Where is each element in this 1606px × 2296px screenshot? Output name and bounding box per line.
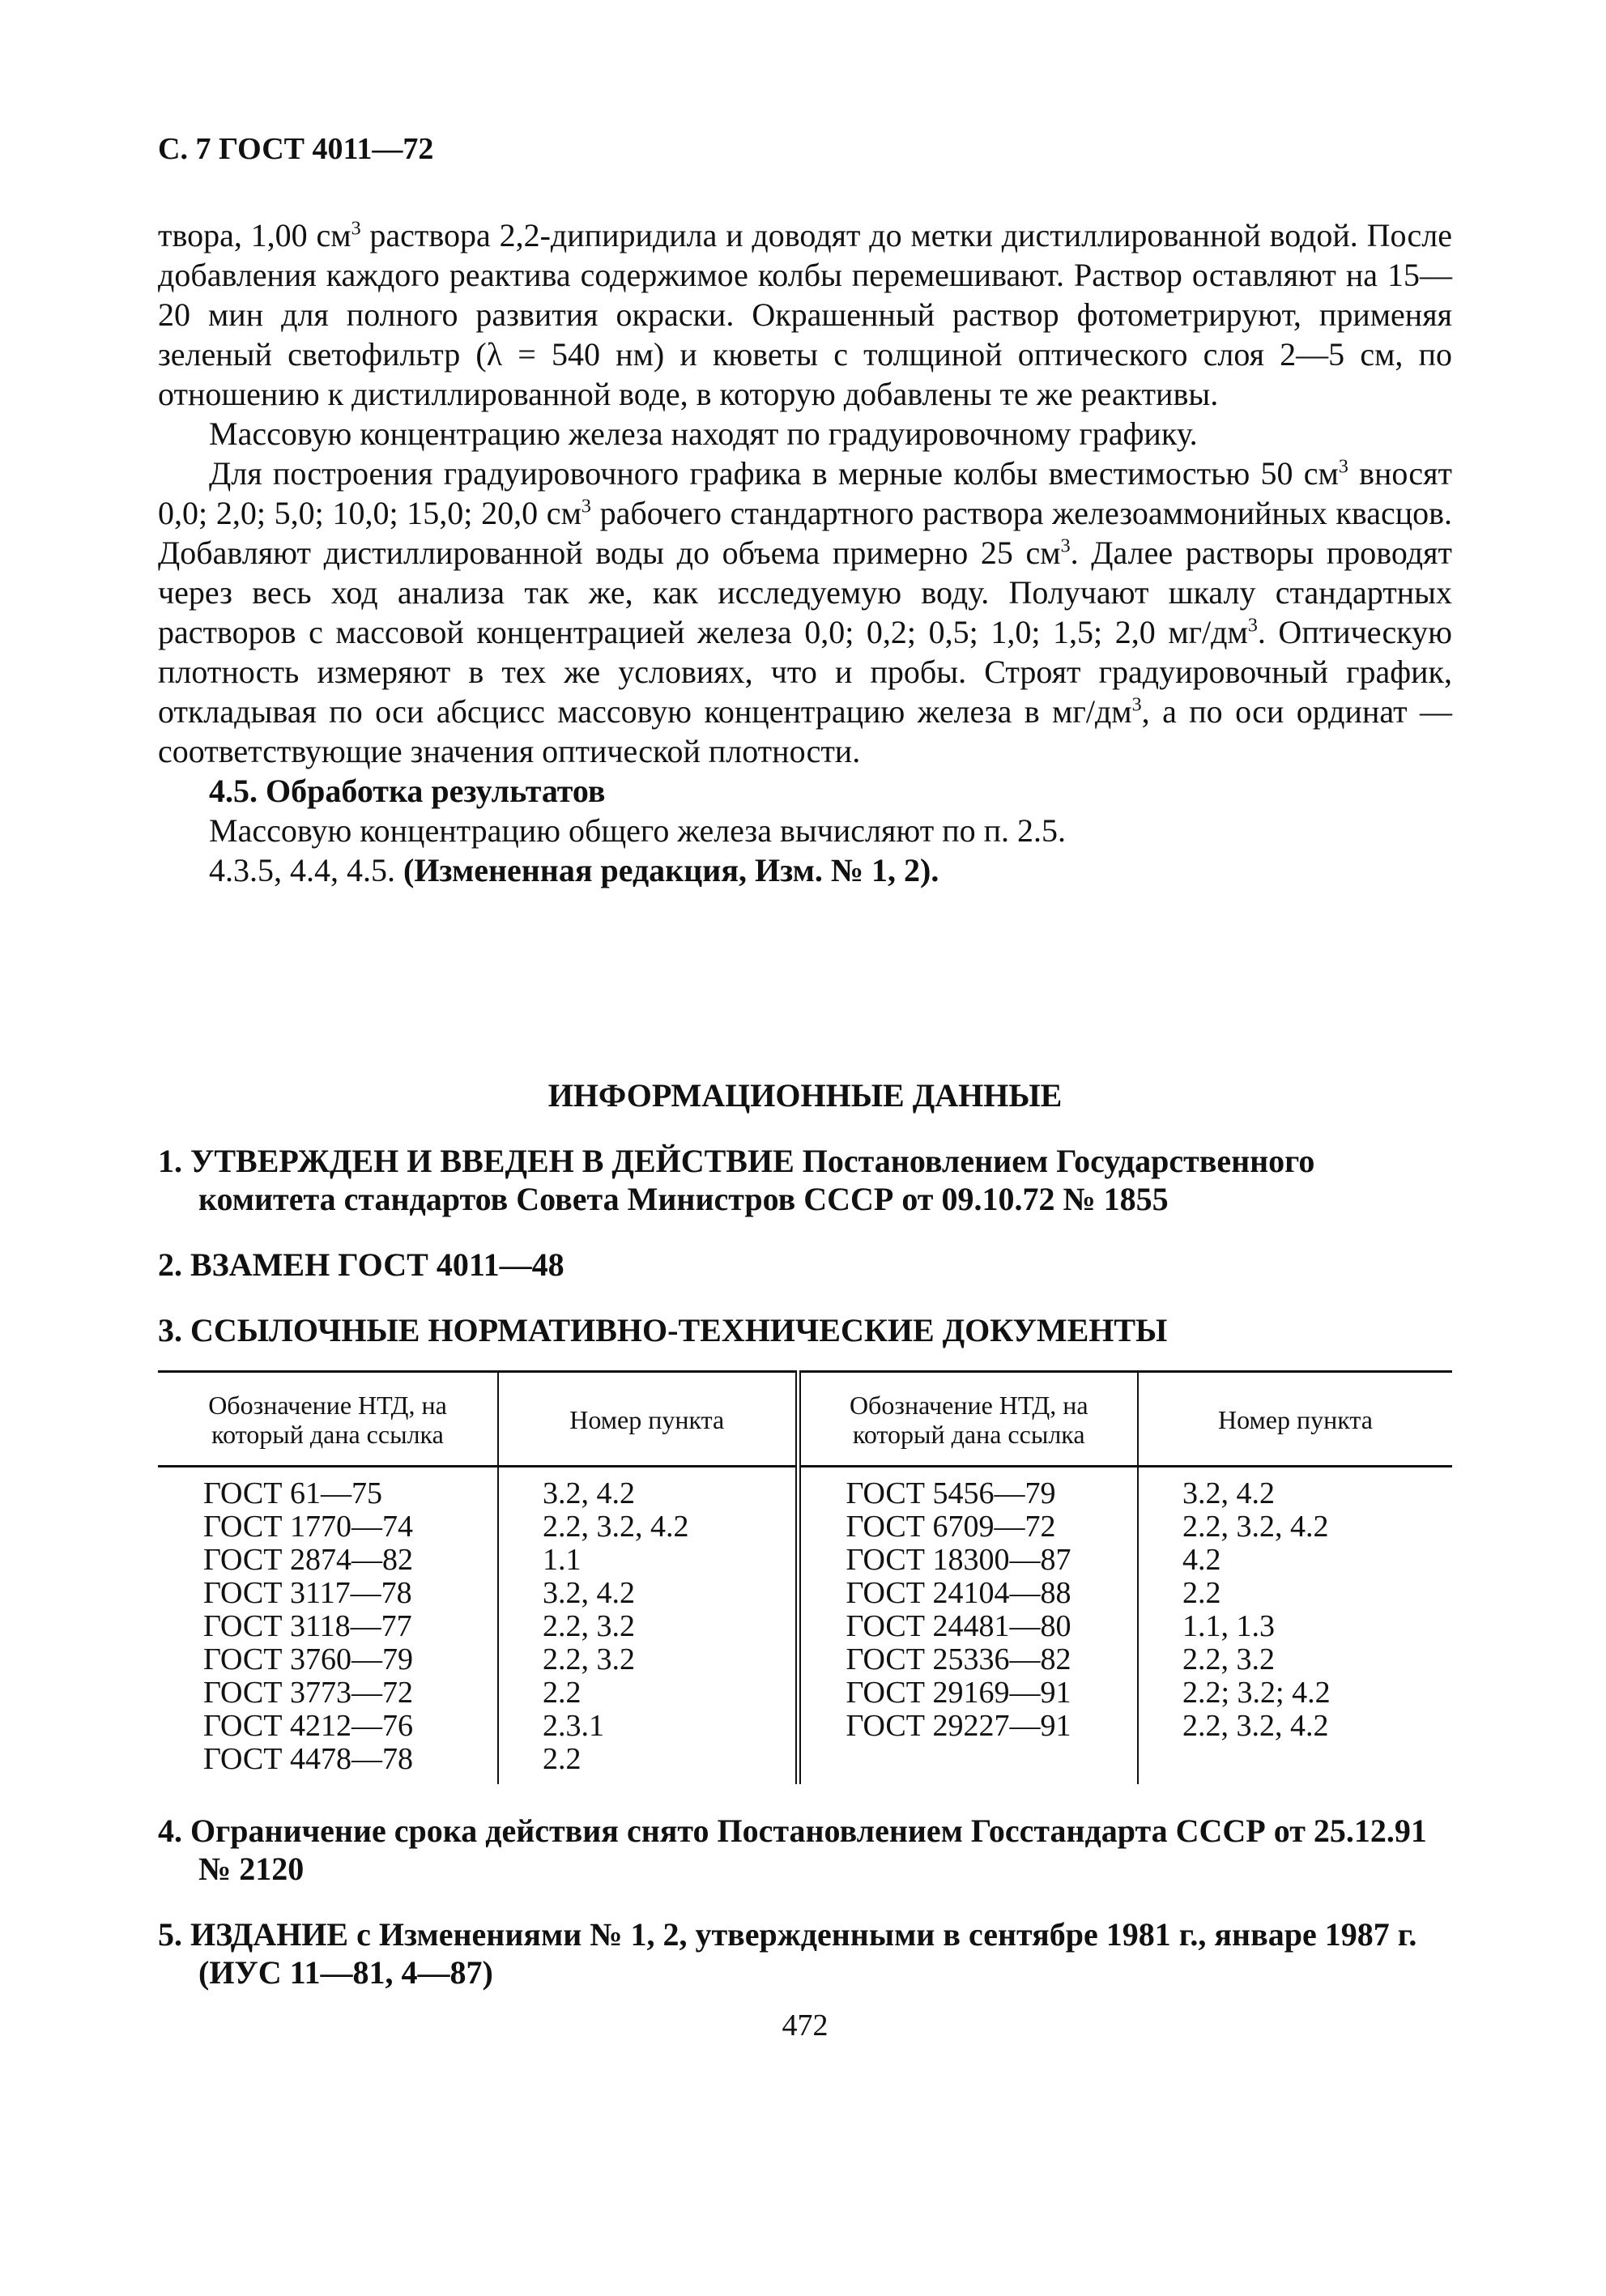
table-cell: ГОСТ 6709—72: [846, 1510, 1056, 1544]
table-cell: 3.2, 4.2: [543, 1576, 635, 1610]
left-points-cell: [498, 1467, 798, 1785]
superscript-3: 3: [1247, 615, 1258, 637]
table-cell: 2.2, 3.2, 4.2: [1182, 1709, 1329, 1743]
superscript-3: 3: [351, 218, 361, 240]
table-cell: 2.2, 3.2: [543, 1642, 635, 1676]
table-cell: ГОСТ 3760—79: [203, 1642, 413, 1676]
header-point-right: Номер пункта: [1138, 1372, 1452, 1467]
table-cell: ГОСТ 4212—76: [203, 1709, 413, 1743]
info-item-3: 3. ССЫЛОЧНЫЕ НОРМАТИВНО-ТЕХНИЧЕСКИЕ ДОКУМЕНТЫ: [158, 1312, 1168, 1348]
left-docs-cell: [158, 1467, 498, 1785]
table-cell: ГОСТ 5456—79: [846, 1476, 1056, 1510]
paragraph-5: [158, 850, 1452, 890]
info-item-5: 5. ИЗДАНИЕ с Изменениями № 1, 2, утвержденными в сентябре 1981 г., январе 1987 г. (ИУС 11—81, 4—87): [158, 1916, 1417, 1991]
table-cell: ГОСТ 24481—80: [846, 1609, 1071, 1643]
table-cell: ГОСТ 1770—74: [203, 1510, 413, 1544]
table-cell: 3.2, 4.2: [1182, 1476, 1275, 1510]
document-page: [158, 113, 1452, 2251]
right-points-cell: [1138, 1467, 1452, 1785]
table-cell: 4.2: [1182, 1543, 1221, 1577]
right-docs-cell: [798, 1467, 1138, 1785]
info-title: ИНФОРМАЦИОННЫЕ ДАННЫЕ: [547, 1077, 1063, 1114]
table-cell: ГОСТ 2874—82: [203, 1543, 413, 1577]
info-item-2: 2. ВЗАМЕН ГОСТ 4011—48: [158, 1246, 564, 1283]
table-cell: 2.2, 3.2, 4.2: [543, 1510, 689, 1544]
table-cell: 2.2, 3.2, 4.2: [1182, 1510, 1329, 1544]
superscript-3: 3: [581, 496, 591, 518]
table-cell: ГОСТ 3117—78: [203, 1576, 412, 1610]
paragraph-3: Для построения градуировочного графика в мерные колбы вместимостью 50 $см^3$ вносят 0,0; 2,0; 5,0; 10,0; 15,0; 20,0 $см^3$ рабочего стандартного раствора железоаммонийных квасцов. Добавляют дистиллированной воды до объема примерно 25 $см^3$. Далее растворы проводят через весь ход анализа так же, как исследуемую воду. Получают шкалу стандартных растворов с массовой концентрацией железа 0,0; 0,2; 0,5; 1,0; 1,5; 2,0 $мг/дм^3$. Оптическую плотность измеряют в тех же условиях, что и пробы. Строят градуировочный график, откладывая по оси абсцисс массовую концентрацию железа в $мг/дм^3$, а по оси ординат — соответствующие значения оптической плотности.: [158, 455, 1453, 769]
table-cell: ГОСТ 4478—78: [203, 1742, 413, 1776]
table-cell: ГОСТ 3773—72: [203, 1676, 413, 1710]
amendment-note: (Измененная редакция, Изм. № 1, 2).: [403, 852, 939, 888]
references-table: [158, 1370, 1452, 1784]
table-body-row: [158, 1467, 1452, 1785]
table-cell: ГОСТ 29227—91: [846, 1709, 1071, 1743]
table-cell: ГОСТ 61—75: [203, 1476, 382, 1510]
paragraph-2: Массовую концентрацию железа находят по градуировочному графику.: [209, 415, 1198, 452]
body-text: [158, 215, 1452, 890]
table-cell: 2.2, 3.2: [1182, 1642, 1275, 1676]
page-number: 472: [782, 2008, 829, 2043]
page-header: С. 7 ГОСТ 4011—72: [158, 132, 434, 166]
header-doc-left: Обозначение НТД, на который дана ссылка: [158, 1372, 498, 1467]
table-cell: 2.2, 3.2: [543, 1609, 635, 1643]
table-cell: ГОСТ 24104—88: [846, 1576, 1071, 1610]
table-cell: 2.2: [543, 1742, 581, 1776]
table-header-row: [158, 1372, 1452, 1467]
header-point-left: Номер пункта: [498, 1372, 798, 1467]
table-cell: ГОСТ 18300—87: [846, 1543, 1071, 1577]
table-cell: 2.2; 3.2; 4.2: [1182, 1676, 1331, 1710]
info-item-4: 4. Ограничение срока действия снято Постановлением Госстандарта СССР от 25.12.91 № 2120: [158, 1813, 1427, 1887]
info-item-1: 1. УТВЕРЖДЕН И ВВЕДЕН В ДЕЙСТВИЕ Постановлением Государственного комитета стандартов Совета Министров СССР от 09.10.72 № 1855: [158, 1143, 1315, 1217]
table-cell: 2.2: [543, 1676, 581, 1710]
header-doc-right: Обозначение НТД, на который дана ссылка: [798, 1372, 1138, 1467]
paragraph-4: Массовую концентрацию общего железа вычисляют по п. 2.5.: [209, 812, 1067, 849]
table-cell: ГОСТ 3118—77: [203, 1609, 412, 1643]
table-cell: ГОСТ 29169—91: [846, 1676, 1071, 1710]
table-cell: 1.1: [543, 1543, 581, 1577]
table-cell: 3.2, 4.2: [543, 1476, 635, 1510]
superscript-3: 3: [1131, 694, 1142, 716]
table-cell: 1.1, 1.3: [1182, 1609, 1275, 1643]
paragraph-1: твора, 1,00 $см^3$ раствора 2,2-дипиридила и доводят до метки дистиллированной водой. После добавления каждого реактива содержимое колбы перемешивают. Раствор оставляют на 15—20 мин для полного развития окраски. Окрашенный раствор фотометрируют, применяя зеленый светофильтр (λ = 540 нм) и кюветы с толщиной оптического слоя 2—5 см, по отношению к дистиллированной воде, в которую добавлены те же реактивы.: [158, 217, 1452, 412]
table-cell: 2.3.1: [543, 1709, 604, 1743]
section-heading: 4.5. Обработка результатов: [209, 773, 606, 809]
table-cell: 2.2: [1182, 1576, 1221, 1610]
superscript-3: 3: [1338, 456, 1348, 478]
table-cell: ГОСТ 25336—82: [846, 1642, 1071, 1676]
amendment-ref: 4.3.5, 4.4, 4.5.: [209, 852, 403, 888]
superscript-3: 3: [1060, 535, 1071, 557]
